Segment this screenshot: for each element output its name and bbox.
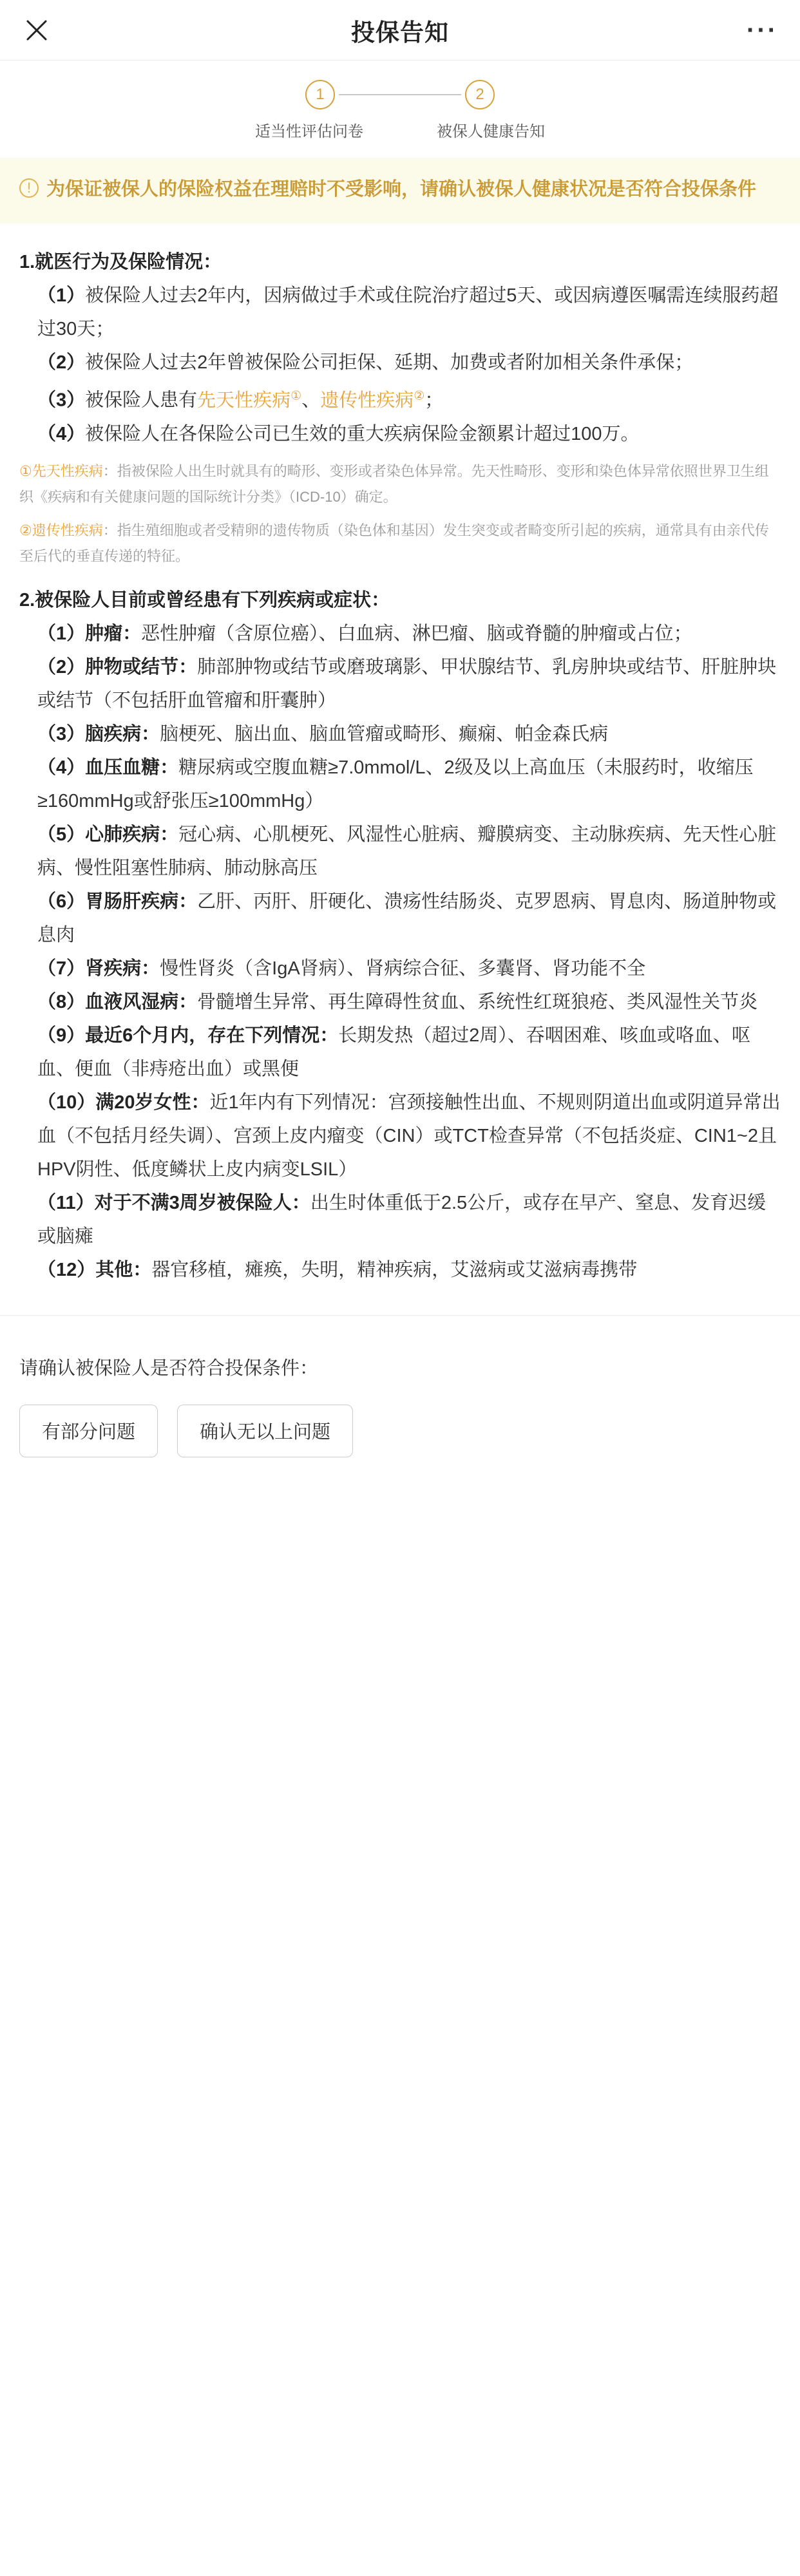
step-2-circle[interactable]: 2 [465,80,495,109]
step-connector-line [339,94,461,95]
section-2-item-11-lead: 对于不满3周岁被保险人： [94,1192,310,1213]
section-2-item-10-text: 近1年内有下列情况：宫颈接触性出血、不规则阴道出血或阴道异常出血（不包括月经失调）、宫颈上皮内瘤变（CIN）或TCT检查异常（不包括炎症、CIN1~2且HPV阴性、低度鳞状上皮内病变LSIL） [37,1092,781,1180]
section-1-item-3-text: 被保险人患有先天性疾病①、遗传性疾病②； [85,389,444,411]
info-icon: ! [19,178,39,198]
section-2-item-9-lead: 最近6个月内，存在下列情况： [85,1025,339,1046]
bottom-spacer [0,1483,800,1509]
section-2-item-2-text: 肺部肿物或结节或磨玻璃影、甲状腺结节、乳房肿块或结节、肝脏肿块或结节（不包括肝血管瘤和肝囊肿） [37,656,777,711]
hereditary-disease-link[interactable]: 遗传性疾病② [320,389,425,411]
section-2-item-10 [19,1086,781,1186]
congenital-disease-link[interactable]: 先天性疾病① [197,389,302,411]
section-2-item-6-text: 乙肝、丙肝、肝硬化、溃疡性结肠炎、克罗恩病、胃息肉、肠道肿物或息肉 [37,891,777,945]
section-2-item-8-text: 骨髓增生异常、再生障碍性贫血、系统性红斑狼疮、类风湿性关节炎 [197,991,758,1012]
section-2-item-8-index: （8） [37,991,86,1012]
footnote-2-text: ：指生殖细胞或者受精卵的遗传物质（染色体和基因）发生突变或者畸变所引起的疾病，通常具有由亲代传至后代的垂直传递的特征。 [19,522,769,564]
section-2-item-12-index: （12） [37,1259,96,1280]
more-dots-icon[interactable]: ··· [747,15,778,44]
footnote-1-key: ①先天性疾病 [19,462,103,479]
section-2-item-5 [19,818,781,885]
section-2-item-6-lead: 胃肠肝疾病： [85,891,198,912]
close-icon[interactable] [22,15,52,45]
section-2-item-1 [19,617,781,650]
health-declaration-content [0,223,800,1287]
section-2-item-8-lead: 血液风湿病： [85,991,198,1012]
section-2-item-12-text: 器官移植，瘫痪，失明，精神疾病，艾滋病或艾滋病毒携带 [151,1259,638,1280]
section-2-item-1-text: 恶性肿瘤（含原位癌）、白血病、淋巴瘤、脑或脊髓的肿瘤或占位； [141,623,692,644]
section-2-item-8 [19,985,781,1019]
nav-bar [0,0,800,61]
partial-issue-button[interactable]: 有部分问题 [19,1405,158,1457]
section-2-item-11-index: （11） [37,1192,95,1213]
section-2-item-1-lead: 肿瘤： [85,623,142,644]
stepper-labels [0,118,800,141]
notice-text: 为保证被保人的保险权益在理赔时不受影响，请确认被保人健康状况是否符合投保条件 [46,179,757,200]
section-2-item-7 [19,952,781,985]
section-1-item-4-text: 被保险人在各保险公司已生效的重大疾病保险金额累计超过100万。 [85,423,640,444]
section-2-item-9-index: （9） [37,1025,86,1046]
section-2-item-4-lead: 血压血糖： [85,757,179,778]
confirm-question: 请确认被保险人是否符合投保条件： [0,1315,800,1385]
section-2-item-4-text: 糖尿病或空腹血糖≥7.0mmol/L、2级及以上高血压（未服药时，收缩压≥160mmHg或舒张压≥100mmHg） [37,757,754,811]
section-2-item-3 [19,717,781,751]
section-1-item-1 [19,279,781,346]
footnote-2-key: ②遗传性疾病 [19,522,103,538]
section-2-item-2 [19,650,781,717]
section-1-item-3 [19,379,781,417]
section-2-item-6-index: （6） [37,891,86,912]
section-2-title: 2.被保险人目前或曾经患有下列疾病或症状： [19,589,390,611]
footnote-marker-2: ② [414,389,425,402]
section-1-item-1-index: （1） [37,285,86,306]
section-1-item-4 [19,417,781,451]
section-1-item-3-index: （3） [37,390,86,411]
section-2-item-1-index: （1） [37,623,86,644]
section-2-item-5-index: （5） [37,824,86,845]
section-2-item-7-lead: 肾疾病： [85,958,160,979]
page-title: 投保告知 [351,19,449,46]
section-2-item-12-lead: 其他： [95,1259,152,1280]
step-1-label: 适当性评估问卷 [255,123,363,140]
section-1-item-2 [19,346,781,379]
footnote-marker-1: ① [290,389,302,402]
section-2-item-9 [19,1019,781,1086]
step-1-circle[interactable]: 1 [305,80,335,109]
section-2-item-11-text: 出生时体重低于2.5公斤，或存在早产、窒息、发育迟缓或脑瘫 [37,1192,767,1247]
section-2-item-10-lead: 满20岁女性： [95,1092,210,1113]
section-2-item-2-lead: 肿物或结节： [85,656,198,677]
section-2-item-7-index: （7） [37,958,86,979]
section-2-item-2-index: （2） [37,656,86,677]
section-2-item-5-lead: 心肺疾病： [85,824,179,845]
section-2-item-7-text: 慢性肾炎（含IgA肾病）、肾病综合征、多囊肾、肾功能不全 [160,958,646,979]
section-2-item-3-text: 脑梗死、脑出血、脑血管瘤或畸形、癫痫、帕金森氏病 [160,723,609,744]
no-issue-button[interactable]: 确认无以上问题 [177,1405,353,1457]
section-2-item-3-index: （3） [37,723,86,744]
section-2-item-12 [19,1253,781,1287]
stepper-circles [0,80,800,109]
section-2-item-6 [19,885,781,952]
step-2-label: 被保人健康告知 [437,123,545,140]
footnote-1-text: ：指被保险人出生时就具有的畸形、变形或者染色体异常。先天性畸形、变形和染色体异常依照世界卫生组织《疾病和有关健康问题的国际统计分类》（ICD-10）确定。 [19,462,769,505]
section-2-item-10-index: （10） [37,1092,96,1113]
section-2-item-5-text: 冠心病、心肌梗死、风湿性心脏病、瓣膜病变、主动脉疾病、先天性心脏病、慢性阻塞性肺病、肺动脉高压 [37,824,777,878]
section-1-item-4-index: （4） [37,423,86,444]
footnote-2 [19,518,781,569]
notice-banner [0,158,800,223]
stepper [0,61,800,158]
section-2-item-11 [19,1186,781,1253]
section-1-item-2-text: 被保险人过去2年曾被保险公司拒保、延期、加费或者附加相关条件承保； [85,352,694,373]
footnote-1 [19,459,781,510]
section-1-item-1-text: 被保险人过去2年内，因病做过手术或住院治疗超过5天、或因病遵医嘱需连续服药超过30天； [37,285,779,339]
section-1-title: 1.就医行为及保险情况： [19,252,222,272]
section-2-item-9-text: 长期发热（超过2周）、吞咽困难、咳血或咯血、呕血、便血（非痔疮出血）或黑便 [37,1025,750,1079]
section-1-item-2-index: （2） [37,352,86,373]
section-2-item-4 [19,751,781,818]
section-2-item-4-index: （4） [37,757,86,778]
section-2-item-3-lead: 脑疾病： [85,723,160,744]
confirm-button-row [0,1385,800,1483]
